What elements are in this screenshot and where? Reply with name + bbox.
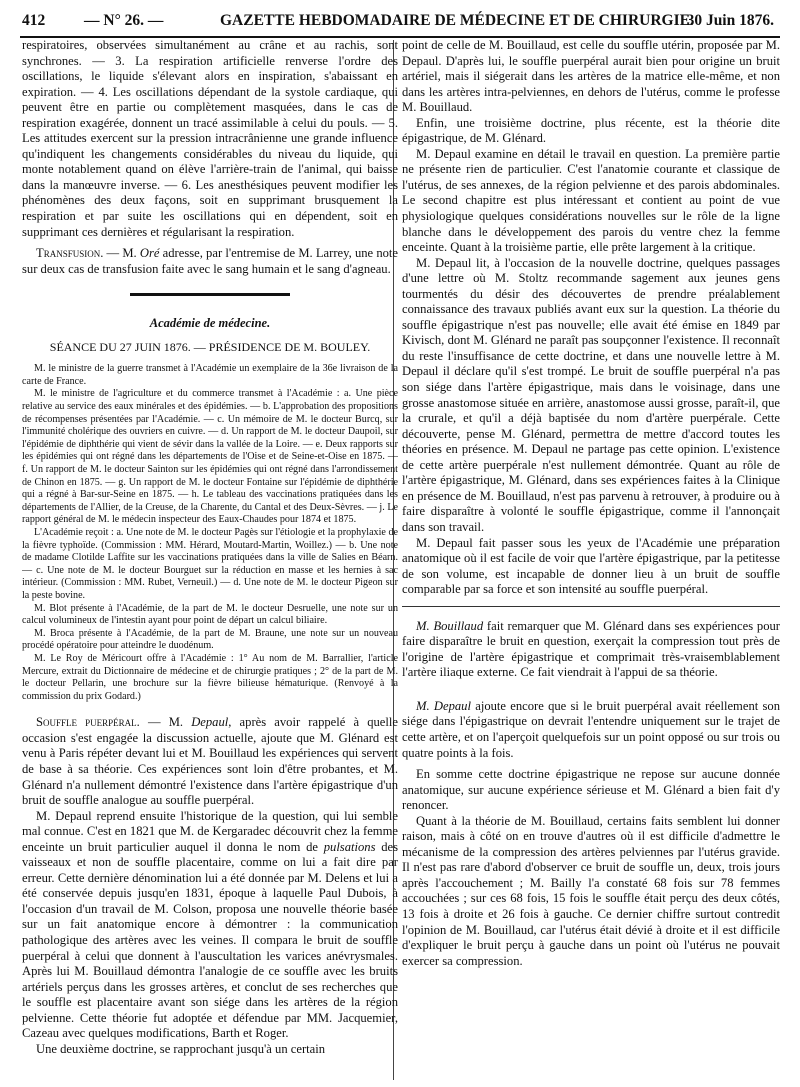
paragraph-bouillaud: M. Bouillaud fait remarquer que M. Glénard dans ses expériences pour faire disparaître le bruit en question, exerçait la compression tout près de l'origine de l'artère épigastrique et comprimait très-vraisemblablement l'artère iliaque externe. Ce fait viendrait à l'appui de sa théorie. xyxy=(402,618,780,680)
paragraph: M. Depaul reprend ensuite l'historique de la question, qui lui semble mal connue. C'est en 1821 que M. de Kergaradec découvrit chez la femme enceinte un bruit particulier auquel il donna le nom de pulsations des vaisseaux et non de souffle placentaire, comme on lui a fait dire par erreur. Cette dernière dénomination lui a été donnée par M. Delens et lui a été conservée depuis jusqu'en 1831, époque à laquelle Paul Dubois, à l'occasion d'un travail de M. Colson, proposa une nouvelle théorie basée sur un fait anatomique encore à démontrer : la communication pathologique des artères avec les veines. Il compara le bruit de souffle puerpéral à celui que donnent à l'auscultation les varices anévrysmales. Après lui M. Bouillaud démontra l'analogie de ce souffle avec les bruits artériels perçus dans les grosses artères, et conclut de ses recherches que le souffle est placentaire avant son siége dans les artères de la région pelvienne. Cette théorie fut adoptée et défendue par MM. Jacquemier, Cazeau avec quelques modifications, Barth et Roger. xyxy=(22,808,398,1041)
paragraph: M. Depaul lit, à l'occasion de la nouvelle doctrine, quelques passages d'une lettre où M. Stoltz recommande sagement aux jeunes gens tourmentés du désir des découvertes de prendre préalablement connaissance des travaux publiés avant eux sur la question. La théorie du souffle épigastrique n'est pas nouvelle; elle avait été émise en 1849 par Kivisch, dont M. Glénard ne paraît pas soupçonner l'existence. Il reconnaît du reste l'insuffisance de cette doctrine, et dans une nouvelle lettre à M. Depaul il déclare qu'il s'est trompé. Le bruit de souffle puerpéral n'a pas son siége dans l'artère épigastrique, mais dans le voisinage, dans une grosse anastomose située en arrière, anastomose aussi grosse, paraît-il, que la crurale, et qu'il a déjà baptisée du nom d'artère puerpérale. Cette découverte, pense M. Glénard, permettra de mettre d'accord toutes les théories en présence. M. Depaul ne partage pas cette opinion. L'existence de cette artère puerpérale n'est nullement démontrée. Quant au rôle de l'artère épigastrique, M. Glénard, dans ses expériences faites à la Clinique en présence de M. Bouillaud, n'est pas parvenu à retrouver, à produire ou à faire disparaître à volonté le souffle épigastrique, comme il l'annonçait dans son travail. xyxy=(402,255,780,534)
paragraph: Enfin, une troisième doctrine, plus récente, est la théorie dite épigastrique, de M. Glénard. xyxy=(402,115,780,146)
author-name: M. Bouillaud xyxy=(416,618,484,633)
section-title: Académie de médecine. xyxy=(149,316,271,331)
right-column xyxy=(402,38,780,1083)
rubric-label: Transfusion. xyxy=(36,246,104,261)
correspondence-block xyxy=(22,363,398,703)
section-rule xyxy=(130,293,290,296)
page-number: 412 xyxy=(22,12,46,29)
paragraph-souffle: Souffle puerpéral. — M. Depaul, après avoir rappelé à quelle occasion s'est engagée la discussion actuelle, ajoute que M. Glénard est venu à Paris répéter devant lui et M. Bouillaud les expériences qui servent de base à sa théorie. Ces expériences sont loin d'être probantes, et M. Glénard n'a nullement démontré l'existence dans l'artère épigastrique d'un bruit de souffle analogue au souffle puerpéral. xyxy=(22,715,398,808)
issue-date: 30 Juin 1876. xyxy=(686,12,774,29)
page-header xyxy=(20,2,780,38)
issue-number: — N° 26. — xyxy=(84,12,164,29)
paragraph: respiratoires, observées simultanément au crâne et au rachis, sont synchrones. — 3. La respiration artificielle renverse l'ordre des oscillations, le liquide s'élevant alors en inspiration, s'abaissant en expiration. — 4. Les oscillations dépendant de la systole cardiaque, qui peuvent être en partie ou complètement masquées, dans le cas de respiration exagérée, donnent un tracé assimilable à celui du pouls. — 5. Les attitudes exercent sur la pression intracrânienne une grande influence qu'indiquent les changements considérables du niveau du liquide, qui monte notablement quand on élève l'arrière-train de l'animal, qui baisse dans la manœuvre inverse. — 6. Les anesthésiques peuvent modifier les phénomènes des deux façons, soit en supprimant brusquement la respiration et par suite les oscillations qui en dépendent, soit en supprimant ces dernières et régularisant la respiration. xyxy=(22,38,398,239)
paragraph: En somme cette doctrine épigastrique ne repose sur aucune donnée anatomique, sur aucune expérience sérieuse et M. Glénard a bien fait d'y renoncer. xyxy=(402,767,780,813)
paragraph-depaul: M. Depaul ajoute encore que si le bruit puerpéral avait réellement son siége dans l'épigastrique on devrait l'entendre uniquement sur le trajet de cette artère, et on l'aperçoit quelquefois sur un point opposé ou sur trois ou quatre points à la fois. xyxy=(402,698,780,760)
paragraph-transfusion: Transfusion. — M. Oré adresse, par l'entremise de M. Larrey, une note sur deux cas de transfusion faite avec le sang humain et le sang d'agneau. xyxy=(22,246,398,276)
rubric-label: Souffle puerpéral. xyxy=(36,715,140,730)
author-name: Depaul xyxy=(191,715,229,730)
journal-title: GAZETTE HEBDOMADAIRE DE MÉDECINE ET DE CHIRURGIE. xyxy=(220,12,694,29)
correspondence-item: M. Broca présente à l'Académie, de la part de M. Braune, une note sur un nouveau procédé opératoire pour atteindre le duodénum. xyxy=(22,627,398,652)
paragraph-rule xyxy=(402,606,780,607)
paragraph: M. Depaul fait passer sous les yeux de l'Académie une préparation anatomique où il est facile de voir que l'artère épigastrique, par la petitesse de son volume, est incapable de donner lieu à un bruit de souffle comparable par sa force et son intensité au souffle puerpéral. xyxy=(402,535,780,597)
paragraph: Une deuxième doctrine, se rapprochant jusqu'à un certain xyxy=(36,1041,326,1056)
author-name: Oré xyxy=(139,246,160,261)
author-name: M. Depaul xyxy=(416,698,471,713)
left-column xyxy=(22,38,398,1083)
session-heading: SÉANCE DU 27 JUIN 1876. — PRÉSIDENCE DE M. BOULEY. xyxy=(49,339,371,354)
paragraph: Quant à la théorie de M. Bouillaud, certains faits semblent lui donner raison, mais à côté on en trouve d'autres où il est difficile d'admettre le mécanisme de la compression des artères pelviennes par l'utérus gravide. Il n'est pas rare d'abord d'observer ce bruit de souffle un, deux, trois jours après l'accouchement ; M. Bailly l'a constaté 68 fois sur 78 femmes accouchées ; sur ces 68 fois, 15 fois le souffle était perçu des deux côtés, 13 fois à droite et 26 fois à gauche. Ce dernier chiffre surtout contredit l'opinion de M. Bouillaud, car l'utérus était dévié à droite et il est difficile d'expliquer le bruit perçu à gauche dans un point où l'utérus ne pouvait exercer sa compression. xyxy=(402,813,780,968)
correspondence-item: M. Blot présente à l'Académie, de la part de M. le docteur Desruelle, une note sur un calcul volumineux de l'intestin ayant pour point de départ un calcul biliaire. xyxy=(22,602,398,627)
paragraph: M. Depaul examine en détail le travail en question. La première partie ne présente rien de particulier. C'est l'anatomie courante et classique de l'utérus, de ses annexes, de la région pelvienne et des parois abdominales. Le second chapitre est plus intéressant et contient au point de vue physiologique quelques considérations nouvelles sur le rôle de la ligne blanche dans le développement des parois du ventre chez la femme enceinte. Quant à la troisième partie, elle prête largement à la critique. xyxy=(402,146,780,255)
correspondence-item: L'Académie reçoit : a. Une note de M. le docteur Pagès sur l'étiologie et la prophylaxie de la fièvre typhoïde. (Commission : MM. Hérard, Moutard-Martin, Woillez.) — b. Une note de madame Clotilde Laffite sur les vaccinations pratiquées dans la ville de Salies en Béarn. — c. Une note de M. le docteur Bourguet sur la réduction en masse et les hernies à sac intérieur. (Commission : MM. Rubet, Verneuil.) — d. Une note de M. le docteur Pigeon sur la peste bovine. xyxy=(22,527,398,601)
correspondence-item: M. le ministre de l'agriculture et du commerce transmet à l'Académie : a. Une pièce relative au service des eaux minérales et des épidémies. — b. L'approbation des propositions de récompenses présentées par l'Académie. — c. Un mémoire de M. le docteur Burcq, sur l'immunité cholérique des ouvriers en cuivre. — d. Un rapport de M. le docteur Daupoil, sur l'épidémie de diphthérie qui vient de sévir dans la vallée de la Loire. — e. Deux rapports sur les épidémies qui ont régné dans les départements de l'Oise et de Seine-et-Oise en 1875. — f. Un rapport de M. le docteur Sainton sur les épidémies qui ont régné dans l'arrondissement de Chinon en 1875. — g. Un rapport de M. le docteur Fontaine sur l'épidémie de diphthérie qui a régné à Bar-sur-Seine en 1875. — h. Le tableau des vaccinations pratiquées dans les départements de l'Allier, de la Creuse, de la Charente, du Cantal et des Deux-Sèvres. — j. Le rapport général de M. le médecin inspecteur des Eaux-Chaudes pour 1874 et 1875. xyxy=(22,388,398,526)
paragraph: point de celle de M. Bouillaud, est celle du souffle utérin, proposée par M. Depaul. D'après lui, le souffle puerpéral aurait bien pour origine un bruit artériel, mais il siégerait dans les artères de la matrice elle-même, et non dans les artères intra-pelviennes, en dehors de l'utérus, comme le professe M. Bouillaud. xyxy=(402,38,780,115)
correspondence-item: M. le ministre de la guerre transmet à l'Académie un exemplaire de la 36e livraison de la carte de France. xyxy=(22,363,398,387)
correspondence-item: M. Le Roy de Méricourt offre à l'Académie : 1° Au nom de M. Barrallier, l'article Mercure, extrait du Dictionnaire de médecine et de chirurgie pratiques ; 2° de la part de M. le docteur Pellarin, une brochure sur la fièvre bilieuse hématurique. (Renvoyé à la commission du prix Godard.) xyxy=(22,652,398,702)
